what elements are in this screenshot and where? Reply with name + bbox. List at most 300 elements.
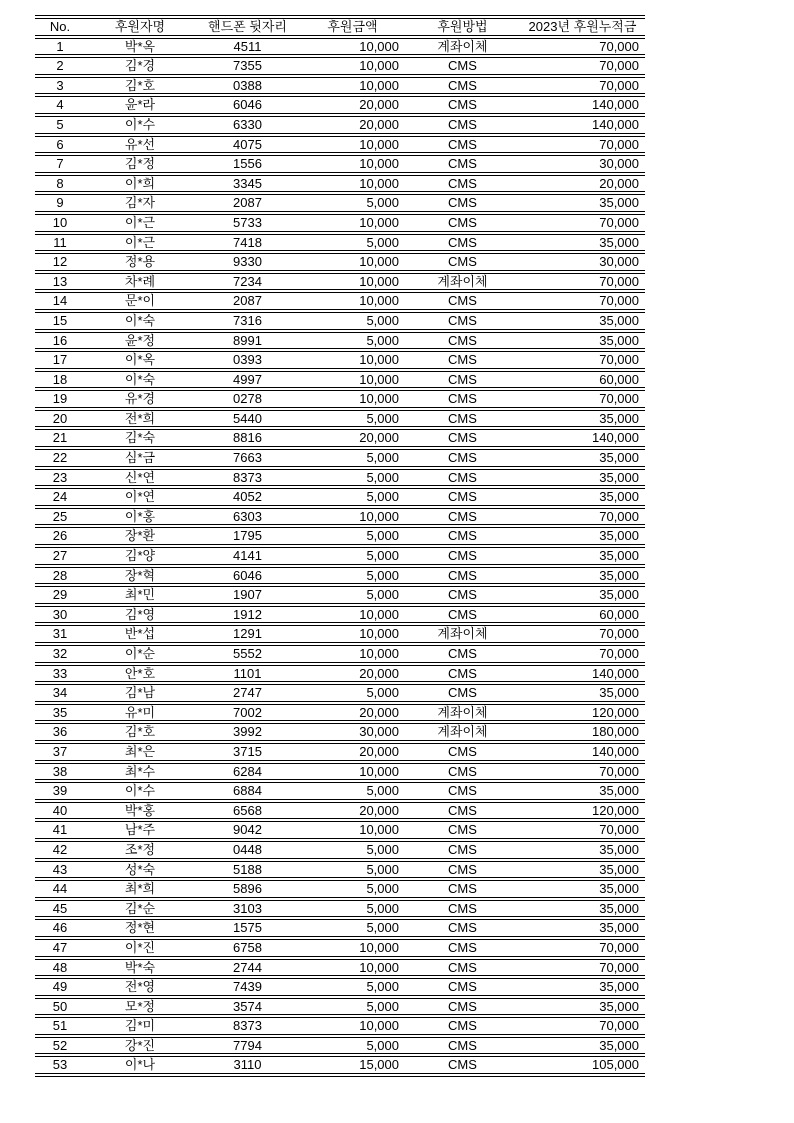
cell-name: 강*진 <box>85 1037 195 1055</box>
cell-name: 정*용 <box>85 253 195 271</box>
cell-no: 23 <box>35 469 85 487</box>
cell-method: CMS <box>405 567 520 585</box>
cell-name: 박*숙 <box>85 959 195 977</box>
cell-method: CMS <box>405 919 520 937</box>
cell-phone: 6758 <box>195 939 300 957</box>
cell-name: 전*희 <box>85 410 195 428</box>
cell-method: CMS <box>405 606 520 624</box>
table-row <box>35 880 645 898</box>
cell-name: 이*근 <box>85 214 195 232</box>
cell-amount: 15,000 <box>300 1056 405 1074</box>
cell-amount: 10,000 <box>300 959 405 977</box>
cell-no: 1 <box>35 38 85 56</box>
cell-phone: 1907 <box>195 586 300 604</box>
cell-amount: 20,000 <box>300 429 405 447</box>
cell-method: CMS <box>405 57 520 75</box>
cell-phone: 0448 <box>195 841 300 859</box>
cell-amount: 30,000 <box>300 723 405 741</box>
cell-no: 26 <box>35 527 85 545</box>
cell-name: 이*수 <box>85 116 195 134</box>
cell-no: 36 <box>35 723 85 741</box>
cell-name: 이*연 <box>85 488 195 506</box>
cell-no: 6 <box>35 136 85 154</box>
cell-phone: 3992 <box>195 723 300 741</box>
cell-phone: 0278 <box>195 390 300 408</box>
cell-no: 18 <box>35 371 85 389</box>
table-row <box>35 743 645 761</box>
cell-no: 20 <box>35 410 85 428</box>
cell-method: CMS <box>405 77 520 95</box>
cell-amount: 5,000 <box>300 684 405 702</box>
cell-name: 최*희 <box>85 880 195 898</box>
cell-phone: 0393 <box>195 351 300 369</box>
cell-cumulative: 35,000 <box>520 449 645 467</box>
cell-no: 40 <box>35 802 85 820</box>
cell-phone: 1795 <box>195 527 300 545</box>
cell-cumulative: 35,000 <box>520 900 645 918</box>
cell-name: 유*선 <box>85 136 195 154</box>
cell-cumulative: 35,000 <box>520 782 645 800</box>
cell-method: CMS <box>405 96 520 114</box>
cell-method: CMS <box>405 802 520 820</box>
cell-method: CMS <box>405 665 520 683</box>
cell-cumulative: 70,000 <box>520 38 645 56</box>
cell-method: CMS <box>405 155 520 173</box>
cell-cumulative: 140,000 <box>520 665 645 683</box>
cell-method: CMS <box>405 429 520 447</box>
cell-phone: 7663 <box>195 449 300 467</box>
table-row <box>35 861 645 879</box>
cell-amount: 5,000 <box>300 547 405 565</box>
cell-no: 10 <box>35 214 85 232</box>
cell-name: 박*옥 <box>85 38 195 56</box>
cell-no: 13 <box>35 273 85 291</box>
table-row <box>35 253 645 271</box>
cell-phone: 5552 <box>195 645 300 663</box>
cell-phone: 8991 <box>195 332 300 350</box>
cell-amount: 5,000 <box>300 1037 405 1055</box>
cell-phone: 8373 <box>195 469 300 487</box>
cell-no: 11 <box>35 234 85 252</box>
cell-method: CMS <box>405 841 520 859</box>
cell-cumulative: 70,000 <box>520 508 645 526</box>
cell-amount: 10,000 <box>300 371 405 389</box>
cell-no: 9 <box>35 194 85 212</box>
cell-phone: 3345 <box>195 175 300 193</box>
cell-phone: 6568 <box>195 802 300 820</box>
cell-amount: 10,000 <box>300 273 405 291</box>
cell-amount: 5,000 <box>300 332 405 350</box>
cell-no: 30 <box>35 606 85 624</box>
cell-no: 25 <box>35 508 85 526</box>
cell-phone: 2747 <box>195 684 300 702</box>
cell-amount: 10,000 <box>300 390 405 408</box>
cell-no: 53 <box>35 1056 85 1074</box>
cell-method: CMS <box>405 390 520 408</box>
cell-no: 34 <box>35 684 85 702</box>
cell-name: 이*옥 <box>85 351 195 369</box>
cell-name: 이*숙 <box>85 371 195 389</box>
cell-amount: 10,000 <box>300 77 405 95</box>
table-row <box>35 684 645 702</box>
cell-amount: 20,000 <box>300 665 405 683</box>
cell-no: 7 <box>35 155 85 173</box>
cell-phone: 2744 <box>195 959 300 977</box>
cell-name: 이*나 <box>85 1056 195 1074</box>
cell-method: CMS <box>405 292 520 310</box>
cell-method: CMS <box>405 900 520 918</box>
table-row <box>35 1037 645 1055</box>
cell-name: 이*홍 <box>85 508 195 526</box>
cell-name: 윤*정 <box>85 332 195 350</box>
cell-method: CMS <box>405 175 520 193</box>
cell-no: 22 <box>35 449 85 467</box>
table-row <box>35 292 645 310</box>
cell-phone: 9042 <box>195 821 300 839</box>
cell-cumulative: 20,000 <box>520 175 645 193</box>
cell-cumulative: 35,000 <box>520 547 645 565</box>
cell-method: CMS <box>405 253 520 271</box>
table-row <box>35 38 645 56</box>
table-row <box>35 723 645 741</box>
cell-no: 51 <box>35 1017 85 1035</box>
cell-name: 최*은 <box>85 743 195 761</box>
cell-cumulative: 70,000 <box>520 273 645 291</box>
cell-no: 45 <box>35 900 85 918</box>
table-row <box>35 469 645 487</box>
cell-name: 김*경 <box>85 57 195 75</box>
cell-no: 35 <box>35 704 85 722</box>
column-header-name: 후원자명 <box>85 18 195 36</box>
cell-phone: 5733 <box>195 214 300 232</box>
cell-no: 47 <box>35 939 85 957</box>
cell-phone: 3574 <box>195 998 300 1016</box>
cell-cumulative: 30,000 <box>520 155 645 173</box>
cell-cumulative: 70,000 <box>520 763 645 781</box>
cell-method: CMS <box>405 1056 520 1074</box>
cell-name: 문*이 <box>85 292 195 310</box>
cell-phone: 2087 <box>195 292 300 310</box>
cell-name: 이*근 <box>85 234 195 252</box>
cell-amount: 10,000 <box>300 155 405 173</box>
cell-cumulative: 35,000 <box>520 469 645 487</box>
cell-amount: 5,000 <box>300 449 405 467</box>
table-row <box>35 841 645 859</box>
cell-name: 심*금 <box>85 449 195 467</box>
cell-cumulative: 35,000 <box>520 1037 645 1055</box>
cell-method: CMS <box>405 743 520 761</box>
table-row <box>35 1017 645 1035</box>
cell-no: 38 <box>35 763 85 781</box>
cell-cumulative: 70,000 <box>520 214 645 232</box>
cell-cumulative: 70,000 <box>520 1017 645 1035</box>
cell-no: 17 <box>35 351 85 369</box>
table-row <box>35 234 645 252</box>
cell-cumulative: 30,000 <box>520 253 645 271</box>
cell-cumulative: 70,000 <box>520 821 645 839</box>
cell-method: CMS <box>405 763 520 781</box>
cell-cumulative: 60,000 <box>520 371 645 389</box>
cell-method: 계좌이체 <box>405 273 520 291</box>
cell-no: 12 <box>35 253 85 271</box>
column-header-amount: 후원금액 <box>300 18 405 36</box>
cell-amount: 10,000 <box>300 253 405 271</box>
cell-method: CMS <box>405 332 520 350</box>
table-row <box>35 704 645 722</box>
cell-phone: 4511 <box>195 38 300 56</box>
cell-amount: 5,000 <box>300 527 405 545</box>
cell-amount: 5,000 <box>300 410 405 428</box>
table-row <box>35 214 645 232</box>
cell-no: 46 <box>35 919 85 937</box>
cell-amount: 10,000 <box>300 175 405 193</box>
cell-cumulative: 35,000 <box>520 880 645 898</box>
cell-method: CMS <box>405 136 520 154</box>
table-row <box>35 136 645 154</box>
table-row <box>35 625 645 643</box>
cell-phone: 6284 <box>195 763 300 781</box>
cell-phone: 7439 <box>195 978 300 996</box>
cell-no: 37 <box>35 743 85 761</box>
cell-amount: 10,000 <box>300 508 405 526</box>
table-row <box>35 586 645 604</box>
cell-phone: 6330 <box>195 116 300 134</box>
cell-name: 김*영 <box>85 606 195 624</box>
table-row <box>35 194 645 212</box>
cell-no: 41 <box>35 821 85 839</box>
cell-method: CMS <box>405 861 520 879</box>
cell-cumulative: 60,000 <box>520 606 645 624</box>
table-row <box>35 782 645 800</box>
cell-name: 차*례 <box>85 273 195 291</box>
cell-method: CMS <box>405 214 520 232</box>
cell-name: 정*현 <box>85 919 195 937</box>
cell-cumulative: 70,000 <box>520 77 645 95</box>
table-row <box>35 429 645 447</box>
cell-amount: 10,000 <box>300 625 405 643</box>
cell-amount: 10,000 <box>300 821 405 839</box>
table-row <box>35 116 645 134</box>
table-row <box>35 998 645 1016</box>
cell-cumulative: 35,000 <box>520 841 645 859</box>
cell-phone: 7002 <box>195 704 300 722</box>
table-header-row <box>35 18 645 36</box>
cell-cumulative: 70,000 <box>520 292 645 310</box>
table-row <box>35 645 645 663</box>
cell-amount: 10,000 <box>300 57 405 75</box>
table-row <box>35 547 645 565</box>
cell-phone: 6303 <box>195 508 300 526</box>
column-header-phone: 핸드폰 뒷자리 <box>195 18 300 36</box>
cell-no: 39 <box>35 782 85 800</box>
cell-no: 14 <box>35 292 85 310</box>
cell-phone: 8373 <box>195 1017 300 1035</box>
cell-no: 19 <box>35 390 85 408</box>
cell-amount: 10,000 <box>300 606 405 624</box>
cell-no: 2 <box>35 57 85 75</box>
cell-cumulative: 35,000 <box>520 978 645 996</box>
cell-phone: 2087 <box>195 194 300 212</box>
cell-name: 김*호 <box>85 723 195 741</box>
cell-phone: 7355 <box>195 57 300 75</box>
cell-amount: 5,000 <box>300 469 405 487</box>
cell-phone: 4141 <box>195 547 300 565</box>
cell-amount: 5,000 <box>300 312 405 330</box>
cell-method: CMS <box>405 586 520 604</box>
cell-no: 28 <box>35 567 85 585</box>
cell-phone: 7794 <box>195 1037 300 1055</box>
cell-name: 모*정 <box>85 998 195 1016</box>
cell-amount: 10,000 <box>300 136 405 154</box>
cell-cumulative: 35,000 <box>520 998 645 1016</box>
cell-name: 김*미 <box>85 1017 195 1035</box>
cell-amount: 10,000 <box>300 645 405 663</box>
cell-amount: 5,000 <box>300 998 405 1016</box>
cell-amount: 20,000 <box>300 116 405 134</box>
cell-name: 이*순 <box>85 645 195 663</box>
cell-no: 48 <box>35 959 85 977</box>
table-row <box>35 488 645 506</box>
cell-amount: 10,000 <box>300 38 405 56</box>
cell-cumulative: 140,000 <box>520 116 645 134</box>
cell-method: CMS <box>405 1037 520 1055</box>
cell-method: CMS <box>405 410 520 428</box>
cell-amount: 10,000 <box>300 292 405 310</box>
cell-method: CMS <box>405 194 520 212</box>
column-header-method: 후원방법 <box>405 18 520 36</box>
cell-phone: 1101 <box>195 665 300 683</box>
cell-phone: 1575 <box>195 919 300 937</box>
cell-method: CMS <box>405 880 520 898</box>
table-row <box>35 371 645 389</box>
cell-amount: 10,000 <box>300 763 405 781</box>
table-row <box>35 155 645 173</box>
table-row <box>35 449 645 467</box>
cell-phone: 1912 <box>195 606 300 624</box>
cell-method: CMS <box>405 547 520 565</box>
table-row <box>35 606 645 624</box>
cell-cumulative: 70,000 <box>520 351 645 369</box>
cell-no: 33 <box>35 665 85 683</box>
cell-no: 42 <box>35 841 85 859</box>
cell-phone: 7316 <box>195 312 300 330</box>
cell-phone: 1291 <box>195 625 300 643</box>
cell-cumulative: 35,000 <box>520 861 645 879</box>
cell-name: 반*섭 <box>85 625 195 643</box>
cell-amount: 10,000 <box>300 939 405 957</box>
table-row <box>35 959 645 977</box>
cell-cumulative: 35,000 <box>520 410 645 428</box>
cell-phone: 6884 <box>195 782 300 800</box>
cell-phone: 7418 <box>195 234 300 252</box>
cell-phone: 5896 <box>195 880 300 898</box>
cell-name: 유*미 <box>85 704 195 722</box>
cell-cumulative: 70,000 <box>520 136 645 154</box>
cell-phone: 5440 <box>195 410 300 428</box>
cell-amount: 5,000 <box>300 567 405 585</box>
cell-method: 계좌이체 <box>405 38 520 56</box>
table-row <box>35 1056 645 1074</box>
cell-method: CMS <box>405 312 520 330</box>
cell-cumulative: 140,000 <box>520 743 645 761</box>
cell-amount: 5,000 <box>300 919 405 937</box>
cell-no: 27 <box>35 547 85 565</box>
cell-name: 김*자 <box>85 194 195 212</box>
cell-no: 49 <box>35 978 85 996</box>
cell-cumulative: 70,000 <box>520 645 645 663</box>
cell-phone: 7234 <box>195 273 300 291</box>
cell-no: 44 <box>35 880 85 898</box>
cell-no: 8 <box>35 175 85 193</box>
cell-cumulative: 35,000 <box>520 919 645 937</box>
cell-phone: 5188 <box>195 861 300 879</box>
cell-method: CMS <box>405 469 520 487</box>
table-row <box>35 665 645 683</box>
table-row <box>35 763 645 781</box>
cell-no: 43 <box>35 861 85 879</box>
cell-name: 남*주 <box>85 821 195 839</box>
cell-amount: 5,000 <box>300 488 405 506</box>
table-row <box>35 175 645 193</box>
cell-method: CMS <box>405 998 520 1016</box>
cell-cumulative: 70,000 <box>520 625 645 643</box>
cell-method: CMS <box>405 371 520 389</box>
cell-cumulative: 35,000 <box>520 527 645 545</box>
cell-phone: 3715 <box>195 743 300 761</box>
table-row <box>35 802 645 820</box>
cell-name: 안*호 <box>85 665 195 683</box>
cell-amount: 5,000 <box>300 234 405 252</box>
cell-phone: 6046 <box>195 96 300 114</box>
cell-cumulative: 140,000 <box>520 429 645 447</box>
cell-no: 3 <box>35 77 85 95</box>
cell-amount: 5,000 <box>300 194 405 212</box>
cell-cumulative: 105,000 <box>520 1056 645 1074</box>
table-row <box>35 508 645 526</box>
cell-cumulative: 70,000 <box>520 959 645 977</box>
cell-name: 이*숙 <box>85 312 195 330</box>
table-row <box>35 900 645 918</box>
cell-amount: 20,000 <box>300 743 405 761</box>
cell-name: 김*양 <box>85 547 195 565</box>
cell-phone: 4052 <box>195 488 300 506</box>
cell-cumulative: 35,000 <box>520 332 645 350</box>
cell-amount: 20,000 <box>300 704 405 722</box>
cell-no: 21 <box>35 429 85 447</box>
table-row <box>35 96 645 114</box>
cell-name: 최*민 <box>85 586 195 604</box>
cell-no: 31 <box>35 625 85 643</box>
cell-name: 김*정 <box>85 155 195 173</box>
table-row <box>35 567 645 585</box>
cell-method: CMS <box>405 645 520 663</box>
cell-name: 성*숙 <box>85 861 195 879</box>
table-row <box>35 273 645 291</box>
cell-cumulative: 180,000 <box>520 723 645 741</box>
cell-amount: 5,000 <box>300 880 405 898</box>
cell-method: CMS <box>405 508 520 526</box>
table-row <box>35 978 645 996</box>
table-row <box>35 939 645 957</box>
cell-phone: 6046 <box>195 567 300 585</box>
cell-method: 계좌이체 <box>405 704 520 722</box>
table-row <box>35 527 645 545</box>
table-row <box>35 351 645 369</box>
cell-name: 전*영 <box>85 978 195 996</box>
cell-phone: 4997 <box>195 371 300 389</box>
cell-cumulative: 35,000 <box>520 488 645 506</box>
cell-phone: 8816 <box>195 429 300 447</box>
